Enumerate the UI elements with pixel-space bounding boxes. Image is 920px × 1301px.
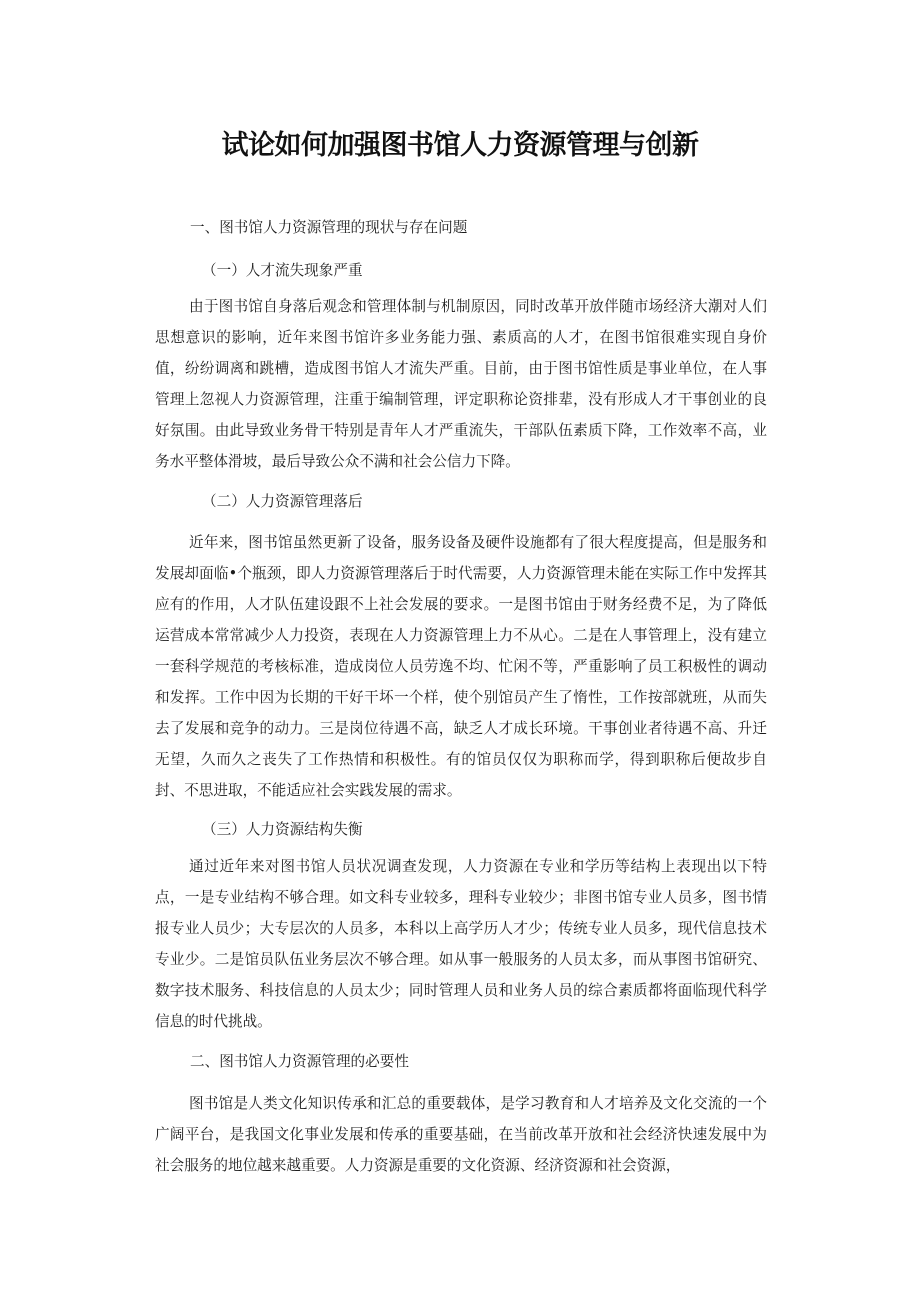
subsection-2-paragraph: 近年来，图书馆虽然更新了设备，服务设备及硬件设施都有了很大程度提高，但是服务和发展却面临•个瓶颈，即人力资源管理落后于时代需要，人力资源管理未能在实际工作中发挥其应有的作用，人才队伍建设跟不上社会发展的要求。一是图书馆由于财务经费不足，为了降低运营成本常常减少人力投资，表现在人力资源管理上力不从心。二是在人事管理上，没有建立一套科学规范的考核标准，造成岗位人员劳逸不均、忙闲不等，严重影响了员工积极性的调动和发挥。工作中因为长期的干好干坏一个样，使个别馆员产生了惰性，工作按部就班，从而失去了发展和竞争的动力。三是岗位待遇不高，缺乏人才成长环境。干事创业者待遇不高、升迁无望，久而久之丧失了工作热情和积极性。有的馆员仅仅为职称而学，得到职称后便故步自封、不思进取，不能适应社会实践发展的需求。 <box>155 534 767 799</box>
section-1-heading: 一、图书馆人力资源管理的现状与存在问题 <box>190 219 468 236</box>
subsection-3-heading: （三）人力资源结构失衡 <box>202 821 363 838</box>
subsection-2-heading: （二）人力资源管理落后 <box>202 493 363 510</box>
subsection-3-paragraph: 通过近年来对图书馆人员状况调查发现，人力资源在专业和学历等结构上表现出以下特点，一是专业结构不够合理。如文科专业较多，理科专业较少；非图书馆专业人员多，图书情报专业人员少；大专层次的人员多，本科以上高学历人才少；传统专业人员多，现代信息技术专业少。二是馆员队伍业务层次不够合理。如从事一般服务的人员太多，而从事图书馆研究、数字技术服务、科技信息的人员太少；同时管理人员和业务人员的综合素质都将面临现代科学信息的时代挑战。 <box>155 858 767 1030</box>
subsection-1-heading: （一）人才流失现象严重 <box>202 262 363 279</box>
section-2-paragraph: 图书馆是人类文化知识传承和汇总的重要载体，是学习教育和人才培养及文化交流的一个广阔平台，是我国文化事业发展和传承的重要基础，在当前改革开放和社会经济快速发展中为社会服务的地位越来越重要。人力资源是重要的文化资源、经济资源和社会资源， <box>155 1095 767 1174</box>
section-2-heading: 二、图书馆人力资源管理的必要性 <box>190 1053 409 1070</box>
document-title: 试论如何加强图书馆人力资源管理与创新 <box>221 130 699 161</box>
subsection-1-paragraph: 由于图书馆自身落后观念和管理体制与机制原因，同时改革开放伴随市场经济大潮对人们思想意识的影响，近年来图书馆许多业务能力强、素质高的人才，在图书馆很难实现自身价值，纷纷调离和跳槽，造成图书馆人才流失严重。目前，由于图书馆性质是事业单位，在人事管理上忽视人力资源管理，注重于编制管理，评定职称论资排辈，没有形成人才干事创业的良好氛围。由此导致业务骨干特别是青年人才严重流失，干部队伍素质下降，工作效率不高，业务水平整体滑坡，最后导致公众不满和社会公信力下降。 <box>155 298 767 470</box>
